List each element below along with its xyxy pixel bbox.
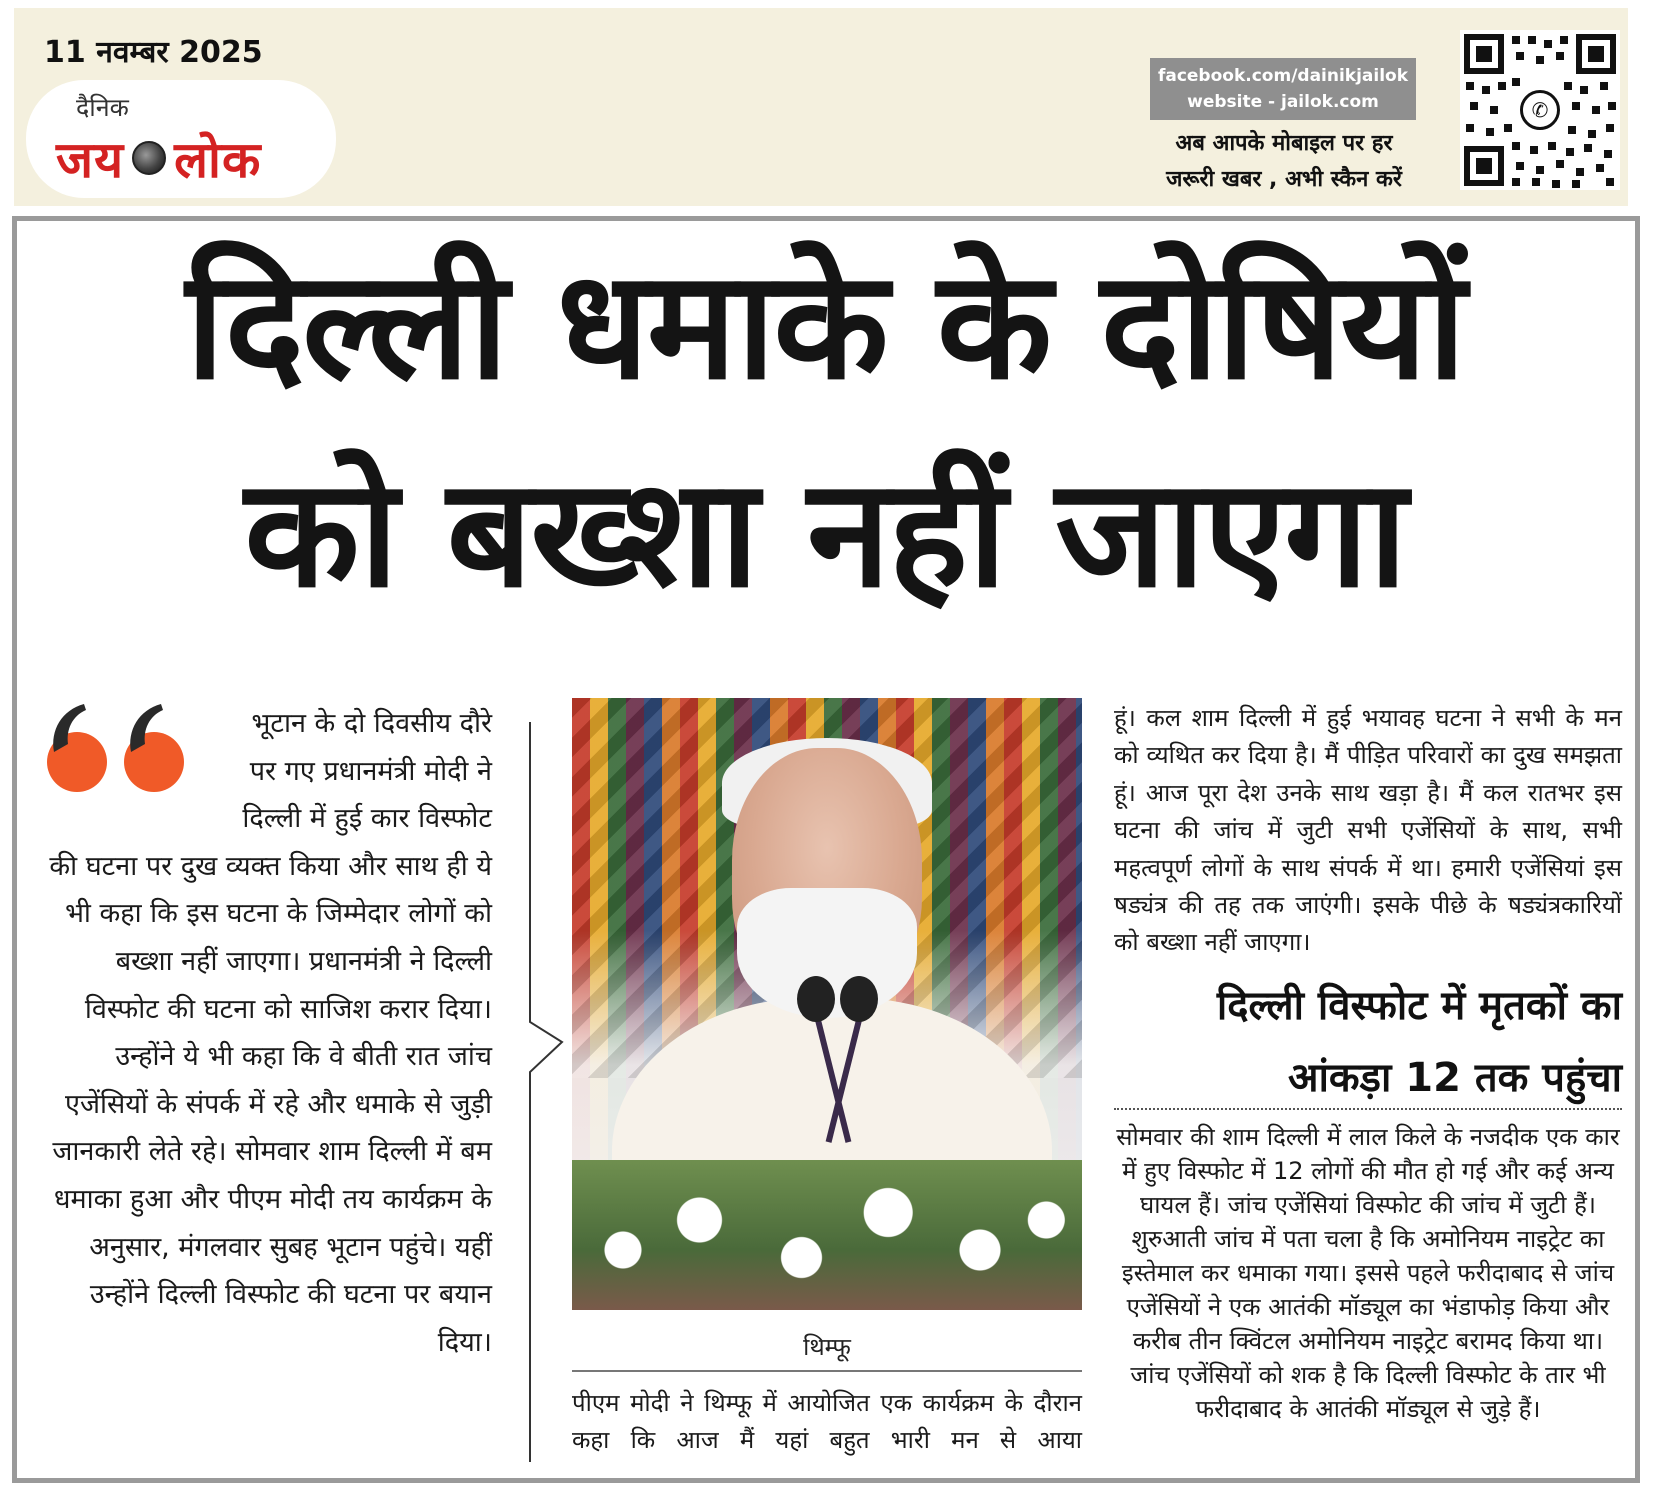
main-headline [30,222,1620,638]
masthead [14,8,1628,206]
whatsapp-icon: ✆ [1520,90,1560,130]
website-link: website - jailok.com [1187,92,1379,112]
sub-headline-divider [1114,1108,1622,1110]
article-lead-column [40,700,492,1366]
photo-quote-text: पीएम मोदी ने थिम्फू में आयोजित एक कार्यक्रम के दौरान कहा कि आज मैं यहां बहुत भारी मन से आया [572,1389,1082,1454]
sub-headline-line-1: दिल्ली विस्फोट में मृतकों का [1216,983,1622,1029]
lead-text: भूटान के दो दिवसीय दौरे पर गए प्रधानमंत्री मोदी ने दिल्ली में हुई कार विस्फोट की घटना पर दुख व्यक्त किया और साथ ही ये भी कहा कि इस घटना के जिम्मेदार लोगों को बख्शा नहीं जाएगा। प्रधानमंत्री ने दिल्ली विस्फोट की घटना को साजिश करार दिया। उन्होंने ये भी कहा कि वे बीती रात जांच एजेंसियों के संपर्क में रहे और धमाके से जुड़ी जानकारी लेते रहे। सोमवार शाम दिल्ली में बम धमाका हुआ और पीएम मोदी तय कार्यक्रम के अनुसार, मंगलवार सुबह भूटान पहुंचे। यहीं उन्होंने दिल्ली विस्फोट की घटना पर बयान दिया। [49,708,492,1358]
newspaper-logo [26,80,336,198]
logo-wordmark [56,124,261,192]
qr-code-icon [1460,30,1620,190]
photo-caption: थिम्फू [803,1333,851,1361]
logo-right-word: लोक [174,131,262,189]
sub-article-text: सोमवार की शाम दिल्ली में लाल किले के नजदीक एक कार में हुए विस्फोट में 12 लोगों की मौत हो गई और कई अन्य घायल हैं। जांच एजेंसियां विस्फोट की जांच में जुटी हैं। शुरुआती जांच में पता चला है कि अमोनियम नाइट्रेट का इस्तेमाल कर धमाका गया। इससे पहले फरीदाबाद से जांच एजेंसियों ने एक आतंकी मॉड्यूल का भंडाफोड़ किया और करीब तीन क्विंटल अमोनियम नाइट्रेट बरामद किया था। जांच एजेंसियों को शक है कि दिल्ली विस्फोट के तार भी फरीदाबाद के आतंकी मॉड्यूल से जुड़े हैं। [1116,1123,1620,1423]
headline-line-2: को बख्शा नहीं जाएगा [244,447,1406,621]
headline-line-1: दिल्ली धमाके के दोषियों [185,239,1465,413]
issue-date: 11 नवम्बर 2025 [44,35,263,70]
scan-prompt-line2: जरूरी खबर , अभी स्कैन करें [1166,167,1402,192]
speaker-photo [572,698,1082,1310]
quote-continuation-text: हूं। कल शाम दिल्ली में हुई भयावह घटना ने सभी के मन को व्यथित कर दिया है। मैं पीड़ित परिवारों का दुख समझता हूं। आज पूरा देश उनके साथ खड़ा है। मैं कल रातभर इस घटना की जांच में जुटी सभी एजेंसियों के साथ, सभी महत्वपूर्ण लोगों के साथ संपर्क में था। हमारी एजेंसियां इस षड्यंत्र की तह तक जाएंगी। इसके पीछे के षड्यंत्रकारियों को बख्शा नहीं जाएगा। [1114,704,1622,957]
column-divider [528,722,568,1462]
scan-prompt [1144,126,1424,198]
sub-headline [1114,970,1622,1114]
logo-left-word: जय [56,131,125,189]
lead-text-block [40,700,492,1366]
scan-prompt-line1: अब आपके मोबाइल पर हर [1175,131,1393,156]
globe-icon [132,141,166,175]
sub-headline-line-2: आंकड़ा 12 तक पहुंचा [1287,1055,1622,1101]
caption-divider [572,1370,1082,1372]
logo-small-text: दैनिक [76,93,129,122]
facebook-link: facebook.com/dainikjailok [1157,66,1409,86]
social-links-box [1150,58,1416,120]
